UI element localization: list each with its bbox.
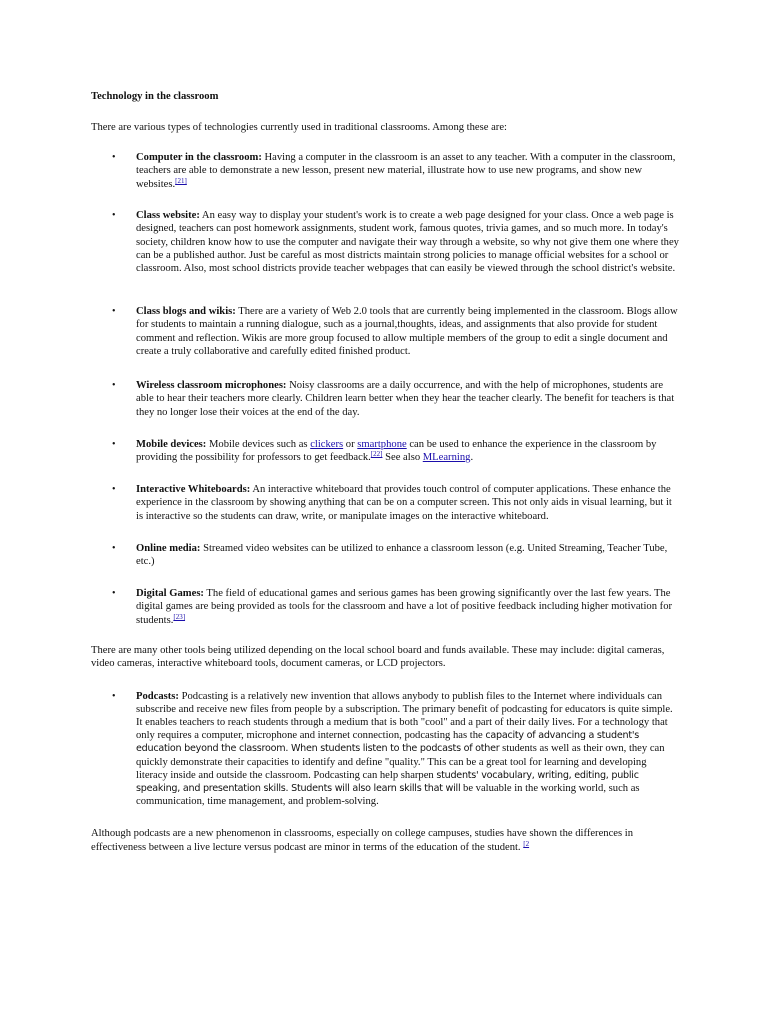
- bullet-icon: •: [112, 588, 116, 600]
- podcast-list: [91, 690, 679, 809]
- item-title: Podcasts:: [136, 690, 179, 702]
- document-body: [91, 90, 679, 854]
- item-text: An easy way to display your student's work is to create a web page designed for your class. Once a web page is designed, teachers can post homework assignments, student work, famous quotes, trivia games, and so much more. In today's society, children know how to use the computer and navigate their way through a website, so why not give them one where they can be a published author. Just be careful as most districts maintain strong policies to manage official websites for a school or classroom. Also, most school districts provide teacher webpages that can easily be viewed through the school district's website.: [136, 210, 679, 275]
- technology-list: [91, 151, 679, 627]
- item-text: be valuable in the working world, such as communication, time management, and problem-solving.: [136, 783, 640, 808]
- list-item-online-media: [91, 542, 679, 583]
- item-text-handwritten: students' vocabulary, writing, editing, public speaking, and presentation skills. Students will also learn skills that will: [136, 769, 639, 795]
- mlearning-link[interactable]: MLearning: [422, 452, 471, 464]
- intro-paragraph: There are various types of technologies currently used in traditional classrooms. Among these are:: [91, 122, 507, 133]
- item-text: Having a computer in the classroom is an asset to any teacher. With a computer in the classroom, teachers are able to demonstrate a new lesson, present new material, illustrate how to use new programs, and show new websites.: [136, 152, 676, 190]
- bullet-icon: •: [112, 152, 116, 164]
- citation-23: [173, 613, 185, 621]
- citation-link[interactable]: [23]: [173, 612, 186, 621]
- item-title: Digital Games:: [136, 588, 204, 600]
- item-title: Online media:: [136, 543, 201, 555]
- clickers-link[interactable]: clickers: [310, 439, 344, 451]
- item-text: can be used to enhance the experience in the classroom by providing the possibility for professors to get feedback.: [136, 439, 657, 464]
- citation-22: [371, 450, 383, 458]
- item-text: Streamed video websites can be utilized to enhance a classroom lesson (e.g. United Streaming, Teacher Tube, etc.): [136, 543, 668, 568]
- item-text-handwritten: capacity of advancing a student's education beyond the classroom. When students listen to the podcasts of other: [136, 730, 639, 755]
- list-item-whiteboards: [91, 483, 679, 538]
- item-text: Podcasting is a relatively new invention that allows anybody to publish files to the Internet where individuals can subscribe and receive new files from people by a subscription. The primary benefit of podcasting for educators is quite simple. It enables teachers to reach students through a medium that is both "cool" and a part of their daily lives. For a technology that only requires a computer, microphone and internet connection, podcasting has the: [136, 690, 673, 742]
- item-title: Wireless classroom microphones:: [136, 380, 287, 392]
- bullet-icon: •: [112, 380, 116, 392]
- item-text: There are a variety of Web 2.0 tools that are currently being implemented in the classroom. Blogs allow for students to maintain a running dialogue, such as a journal,thoughts, ideas, and assignments that also provide for student comment and reflection. Wikis are more group focused to allow multiple members of the group to edit a single document and create a truly collaborative and carefully edited finished product.: [136, 306, 678, 357]
- bullet-icon: •: [112, 484, 116, 496]
- item-text: or: [343, 439, 358, 451]
- item-text: The field of educational games and serious games has been growing significantly over the last few years. The digital games are being provided as tools for the classroom and have a lot of positive feedback including higher motivation for students.: [136, 588, 673, 626]
- item-text: See also: [382, 452, 423, 464]
- bullet-icon: •: [112, 210, 116, 222]
- section-heading: Technology in the classroom: [91, 91, 219, 102]
- item-title: Class website:: [136, 210, 200, 222]
- smartphone-link[interactable]: smartphone: [357, 439, 407, 451]
- list-item-class-website: [91, 209, 679, 295]
- citation-link[interactable]: [2: [523, 839, 530, 848]
- citation-link[interactable]: [21]: [175, 176, 187, 185]
- closing-paragraph: [91, 827, 679, 853]
- list-item-blogs-wikis: [91, 305, 679, 375]
- item-title: Class blogs and wikis:: [136, 306, 236, 318]
- closing-text: Although podcasts are a new phenomenon in classrooms, especially on college campuses, studies have shown the differences in effectiveness between a live lecture versus podcast are minor in terms of the education of the student.: [91, 828, 633, 853]
- item-text: .: [470, 452, 474, 464]
- bullet-icon: •: [112, 306, 116, 318]
- list-item-podcasts: [91, 690, 679, 809]
- item-title: Mobile devices:: [136, 439, 207, 451]
- bullet-icon: •: [112, 690, 116, 702]
- citation-2: [523, 840, 529, 848]
- item-text: Mobile devices such as: [206, 439, 311, 451]
- list-item-computer: [91, 151, 679, 202]
- item-text: students as well as their own, they can quickly demonstrate their capacities to identify and define "quality." This can be a great tool for learning and developing literacy inside and outside the classroom. Podcasting can help sharpen: [136, 743, 665, 781]
- item-text: An interactive whiteboard that provides touch control of computer applications. These enhance the experience in the classroom by showing anything that can be on a computer screen. This not only aids in visual learning, but it is interactive so the students can draw, write, or manipulate images on the interactive whiteboard.: [136, 484, 672, 522]
- tools-paragraph: There are many other tools being utilized depending on the local school board and funds available. These may include: digital cameras, video cameras, interactive whiteboard tools, document cameras, or LCD projectors.: [91, 645, 665, 670]
- citation-link[interactable]: [22]: [370, 450, 383, 459]
- item-title: Interactive Whiteboards:: [136, 484, 251, 496]
- item-title: Computer in the classroom:: [136, 152, 262, 164]
- bullet-icon: •: [112, 543, 116, 555]
- list-item-mobile-devices: [91, 438, 679, 479]
- item-text: Noisy classrooms are a daily occurrence, and with the help of microphones, students are able to hear their teachers more clearly. Children learn better when they hear the teacher clearly. The benefit for teachers is that they no longer lose their voices at the end of the day.: [136, 380, 675, 418]
- bullet-icon: •: [112, 439, 116, 451]
- list-item-digital-games: [91, 587, 679, 627]
- list-item-microphones: [91, 379, 679, 434]
- citation-21: [175, 177, 187, 185]
